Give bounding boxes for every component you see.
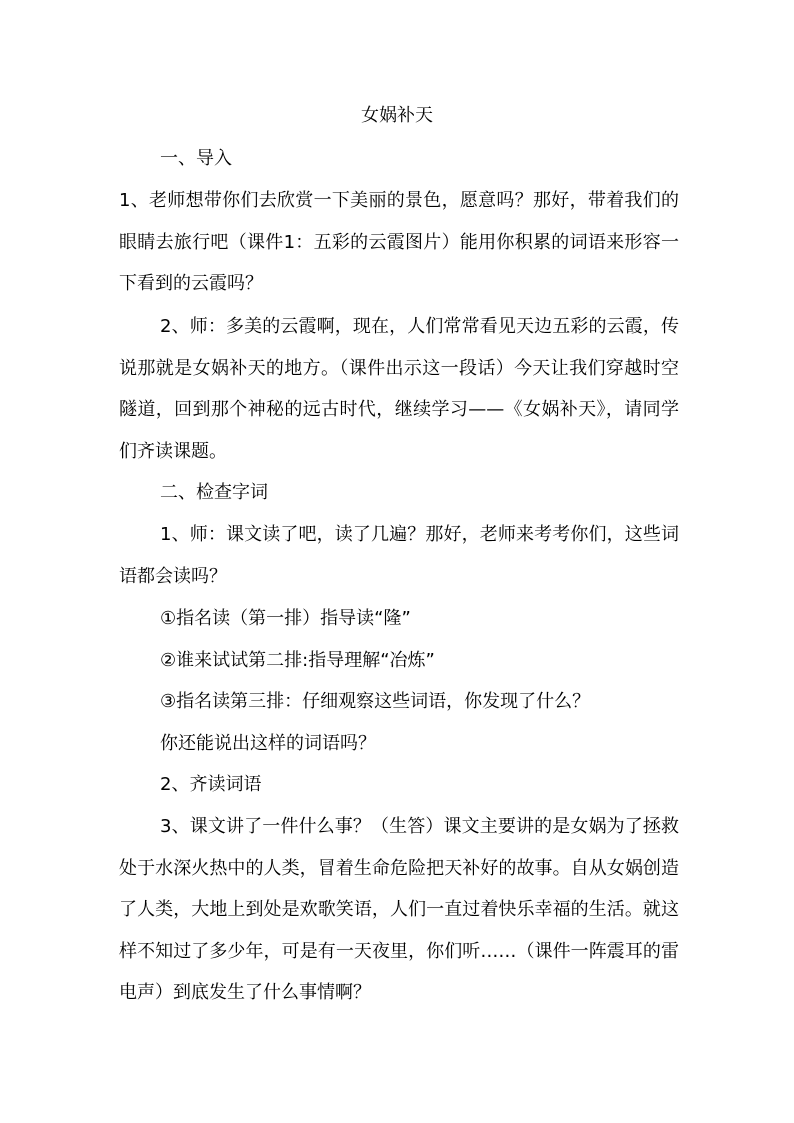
paragraph-1: 1、老师想带你们去欣赏一下美丽的景色，愿意吗？那好，带着我们的眼睛去旅行吧（课件1：五彩的云霞图片）能用你积累的词语来形容一下看到的云霞吗？: [119, 190, 679, 295]
paragraph-2: 2、师：多美的云霞啊，现在，人们常常看见天边五彩的云霞，传说那就是女娲补天的地方。（课件出示这一段话）今天让我们穿越时空隧道，回到那个神秘的远古时代，继续学习——《女娲补天》，请同学们齐读课题。: [119, 316, 679, 462]
list-item-4: 你还能说出这样的词语吗？: [160, 733, 376, 754]
list-item-2: ②谁来试试第二排:指导理解“冶炼”: [160, 650, 435, 671]
section-heading-intro: 一、导入: [160, 148, 232, 169]
document-title: 女娲补天: [361, 105, 433, 126]
list-item-3: ③指名读第三排：仔细观察这些词语，你发现了什么？: [160, 691, 591, 712]
list-item-1: ①指名读（第一排）指导读“隆”: [160, 608, 411, 629]
section-heading-vocabulary: 二、检查字词: [160, 482, 268, 503]
list-item-5: 2、齐读词语: [160, 774, 262, 795]
paragraph-3: 1、师：课文读了吧，读了几遍？那好，老师来考考你们，这些词语都会读吗？: [119, 524, 679, 587]
paragraph-4: 3、课文讲了一件什么事？（生答）课文主要讲的是女娲为了拯救处于水深火热中的人类，冒着生命危险把天补好的故事。自从女娲创造了人类，大地上到处是欢歌笑语，人们一直过着快乐幸福的生活。就这样不知过了多少年，可是有一天夜里，你们听……（课件一阵震耳的雷电声）到底发生了什么事情啊？: [119, 816, 679, 1004]
